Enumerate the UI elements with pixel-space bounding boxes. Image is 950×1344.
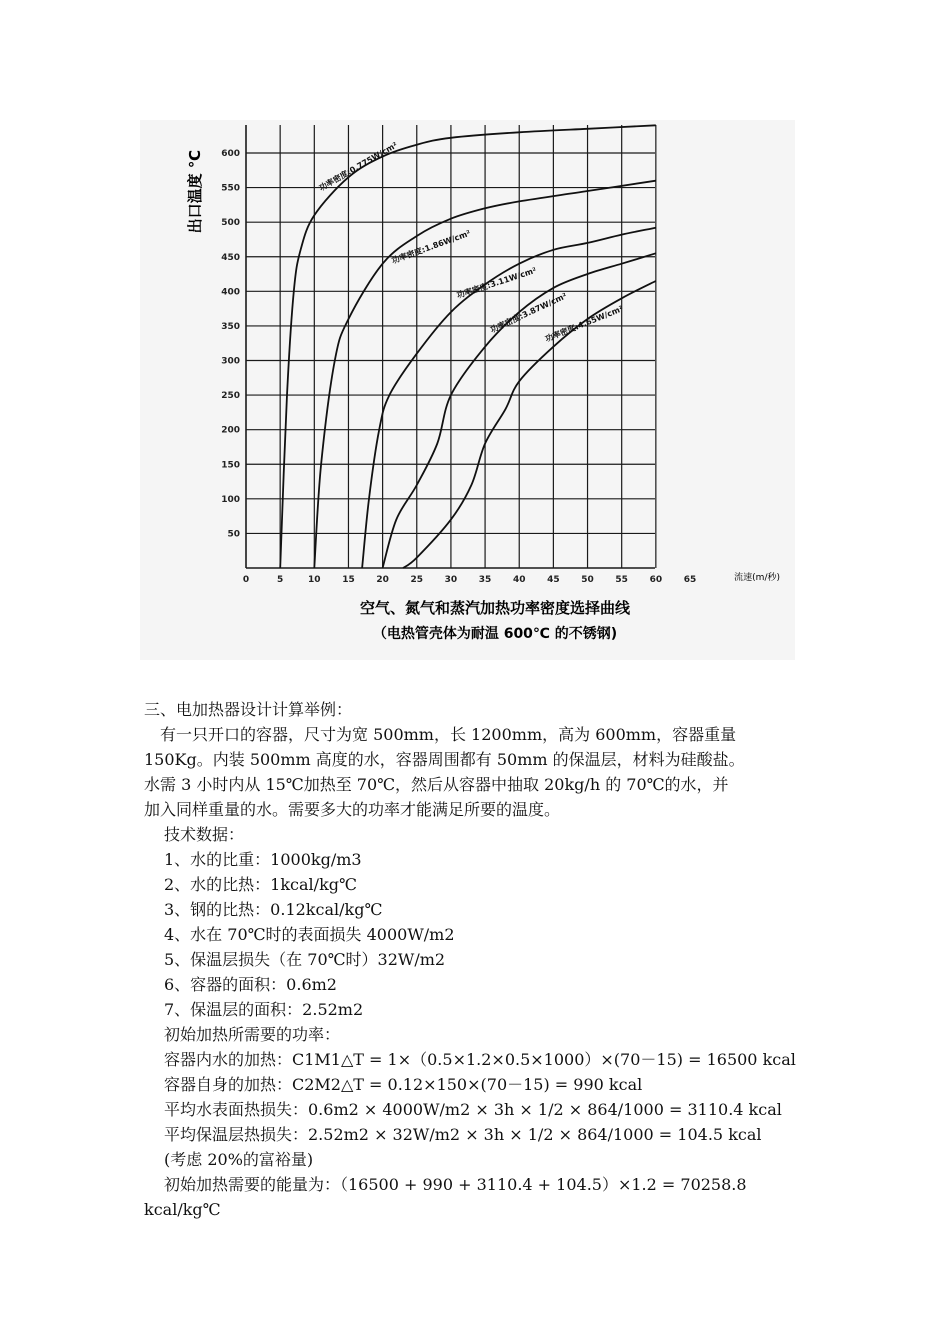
curve-label: 功率密度:0.775W/cm² <box>317 140 400 193</box>
x-tick-label: 15 <box>342 575 355 585</box>
y-tick-label: 400 <box>221 287 240 298</box>
curve-label: 功率密度:3.11W/cm² <box>455 265 538 301</box>
y-tick-label: 200 <box>221 425 240 436</box>
y-tick-label: 50 <box>227 529 240 540</box>
curve-label: 功率密度:4.65W/cm² <box>543 304 625 344</box>
tech-item: 7、保温层的面积：2.52m2 <box>164 1000 364 1019</box>
x-tick-label: 50 <box>581 575 594 585</box>
tech-item: 4、水在 70℃时的表面损失 4000W/m2 <box>164 925 455 944</box>
curve-label: 功率密度:1.86W/cm² <box>390 228 472 266</box>
x-tick-label: 65 <box>683 575 697 585</box>
intro-line-1: 有一只开口的容器，尺寸为宽 500mm，长 1200mm，高为 600mm，容器重量 <box>160 725 737 744</box>
x-tick-label: 40 <box>512 575 526 585</box>
total-line-2: kcal/kg℃ <box>144 1200 221 1219</box>
y-axis-label: 出口温度 ℃ <box>186 150 204 234</box>
x-tick-label: 20 <box>376 575 389 585</box>
y-tick-label: 600 <box>221 149 240 159</box>
y-tick-label: 100 <box>221 494 240 505</box>
x-axis-label: 流速(m/秒) <box>734 573 780 583</box>
initial-heading: 初始加热所需要的功率： <box>164 1025 341 1044</box>
y-tick-label: 500 <box>221 218 240 229</box>
tech-item: 5、保温层损失（在 70℃时）32W/m2 <box>164 950 446 969</box>
x-tick-label: 25 <box>410 575 424 585</box>
chart-figure <box>140 120 795 660</box>
x-tick-label: 10 <box>308 575 321 585</box>
x-tick-label: 55 <box>615 575 628 585</box>
calc-line: 平均保温层热损失：2.52m2 × 32W/m2 × 3h × 1/2 × 864/1000 = 104.5 kcal <box>164 1125 762 1144</box>
y-tick-label: 300 <box>221 356 240 367</box>
total-line-1: 初始加热需要的能量为：（16500 + 990 + 3110.4 + 104.5）×1.2 = 70258.8 <box>164 1175 747 1194</box>
chart-background <box>140 120 795 660</box>
y-tick-label: 150 <box>221 460 240 471</box>
x-tick-label: 5 <box>277 575 284 585</box>
calc-line: 平均水表面热损失：0.6m2 × 4000W/m2 × 3h × 1/2 × 864/1000 = 3110.4 kcal <box>164 1100 782 1119</box>
x-tick-label: 0 <box>242 575 250 585</box>
power-density-chart <box>140 120 795 660</box>
tech-item: 3、钢的比热：0.12kcal/kg℃ <box>164 900 383 919</box>
y-tick-label: 550 <box>221 183 240 194</box>
y-tick-label: 350 <box>221 321 240 332</box>
tech-item: 2、水的比热：1kcal/kg℃ <box>164 875 357 894</box>
calc-line: 容器自身的加热：C2M2△T = 0.12×150×(70－15) = 990 kcal <box>164 1075 643 1094</box>
tech-item: 6、容器的面积：0.6m2 <box>164 975 337 994</box>
curve-label: 功率密度:3.87W/cm² <box>488 291 569 335</box>
x-tick-label: 45 <box>547 575 560 585</box>
chart-subtitle: （电热管壳体为耐温 600℃ 的不锈钢) <box>372 626 618 642</box>
x-tick-label: 60 <box>649 575 663 585</box>
tech-heading: 技术数据： <box>164 825 245 844</box>
calc-line: (考虑 20%的富裕量) <box>164 1150 314 1169</box>
x-tick-label: 30 <box>444 575 458 585</box>
y-tick-label: 250 <box>221 391 240 402</box>
intro-line-4: 加入同样重量的水。需要多大的功率才能满足所要的温度。 <box>144 800 561 819</box>
document-body <box>144 697 814 1222</box>
intro-line-2: 150Kg。内装 500mm 高度的水，容器周围都有 50mm 的保温层，材料为硅酸盐。 <box>144 750 745 769</box>
y-tick-label: 450 <box>221 252 240 263</box>
intro-line-3: 水需 3 小时内从 15℃加热至 70℃，然后从容器中抽取 20kg/h 的 70℃的水，并 <box>144 775 729 794</box>
chart-title: 空气、氮气和蒸汽加热功率密度选择曲线 <box>359 599 631 617</box>
section-heading: 三、电加热器设计计算举例： <box>144 700 353 719</box>
x-tick-label: 35 <box>478 575 492 585</box>
calc-line: 容器内水的加热：C1M1△T = 1×（0.5×1.2×0.5×1000）×(70－15) = 16500 kcal <box>164 1050 796 1069</box>
tech-item: 1、水的比重：1000kg/m3 <box>164 850 362 869</box>
